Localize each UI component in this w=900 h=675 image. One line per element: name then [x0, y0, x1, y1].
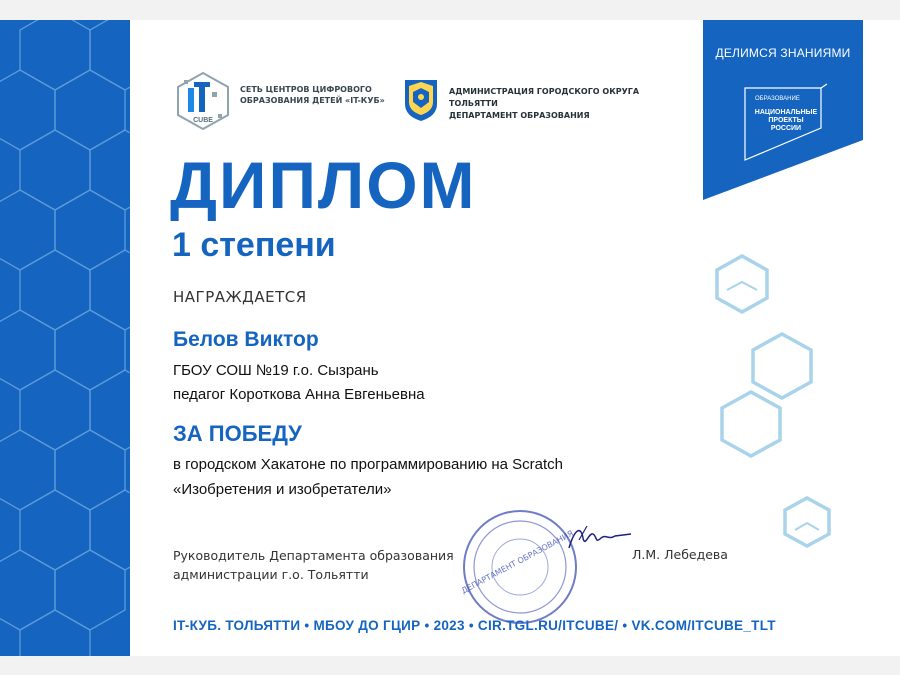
recipient-school: ГБОУ СОШ №19 г.о. Сызрань — [173, 362, 379, 379]
admin-line-2: ДЕПАРТАМЕНТ ОБРАЗОВАНИЯ — [449, 111, 590, 120]
recipient-teacher: педагог Короткова Анна Евгеньевна — [173, 386, 425, 403]
diploma-degree: 1 степени — [172, 226, 336, 264]
recipient-name: Белов Виктор — [173, 328, 319, 351]
diploma-title: ДИПЛОМ — [170, 148, 477, 222]
signatory-name: Л.М. Лебедева — [632, 547, 728, 562]
admin-department-name — [449, 86, 689, 122]
signatory-role-line-2: администрации г.о. Тольятти — [173, 567, 369, 582]
event-description-line-1: в городском Хакатоне по программированию на Scratch — [173, 456, 564, 473]
awarded-label: НАГРАЖДАЕТСЯ — [173, 288, 307, 306]
signatory-role-line-1: Руководитель Департамента образования — [173, 548, 454, 563]
admin-line-1: АДМИНИСТРАЦИЯ ГОРОДСКОГО ОКРУГА ТОЛЬЯТТИ — [449, 87, 640, 108]
itcube-logo-icon — [172, 70, 234, 132]
hexagon-pattern-icon — [0, 20, 130, 656]
national-projects-slogan: ДЕЛИМСЯ ЗНАНИЯМИ — [715, 46, 851, 60]
itcube-org-name: СЕТЬ ЦЕНТРОВ ЦИФРОВОГО ОБРАЗОВАНИЯ ДЕТЕЙ «IT-КУБ» — [240, 85, 385, 105]
footer-contacts: IT-КУБ. ТОЛЬЯТТИ • МБОУ ДО ГЦИР • 2023 • CIR.TGL.RU/ITCUBE/ • VK.COM/ITCUBE_TLT — [173, 618, 776, 633]
handwritten-signature-icon — [565, 518, 635, 558]
svg-text:ДЕПАРТАМЕНТ ОБРАЗОВАНИЯ: ДЕПАРТАМЕНТ ОБРАЗОВАНИЯ — [459, 528, 575, 596]
national-projects-label: НАЦИОНАЛЬНЫЕ ПРОЕКТЫ РОССИИ — [754, 109, 818, 132]
decorative-hexagons-icon — [700, 240, 860, 570]
svg-text:CUBE: CUBE — [193, 117, 213, 124]
decorative-left-band — [0, 20, 130, 656]
diploma-sheet — [0, 20, 900, 656]
event-description-line-2: «Изобретения и изобретатели» — [173, 481, 392, 498]
togliatti-emblem-icon — [403, 78, 439, 122]
national-projects-edu-label: ОБРАЗОВАНИЕ — [755, 96, 800, 102]
for-victory-heading: ЗА ПОБЕДУ — [173, 421, 302, 446]
